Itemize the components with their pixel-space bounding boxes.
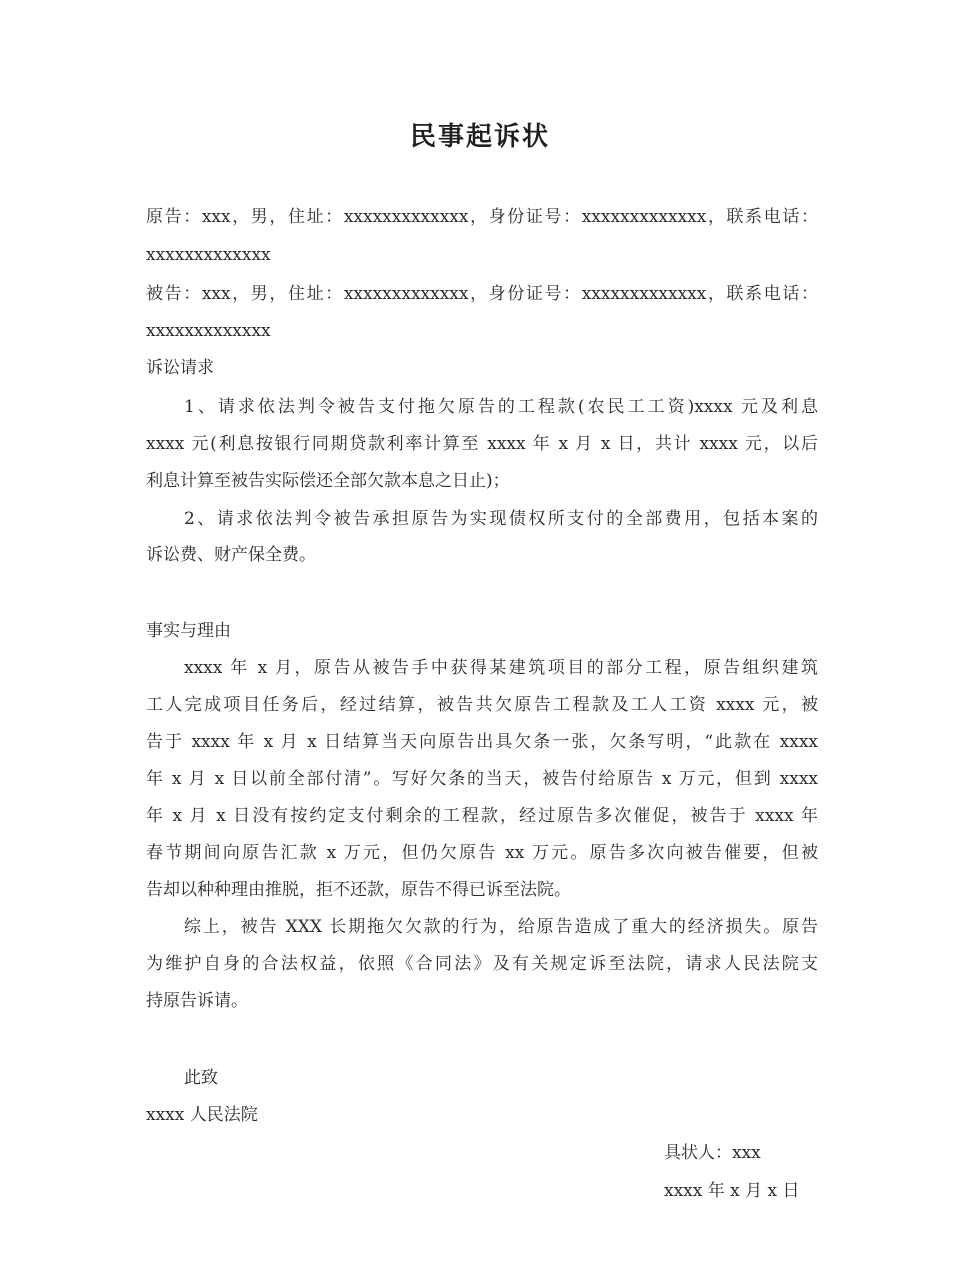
plaintiff-info-line-2: xxxxxxxxxxxxx <box>146 245 271 265</box>
defendant-info-line-2: xxxxxxxxxxxxx <box>146 321 271 341</box>
facts-p1-line-4: 年 x 月 x 日以前全部付清”。写好欠条的当天，被告付给原告 x 万元，但到 xxxx <box>146 769 818 789</box>
facts-p1-line-5: 年 x 月 x 日没有按约定支付剩余的工程款，经过原告多次催促，被告于 xxxx 年 <box>146 806 818 826</box>
claim-2-line-1: 2、请求依法判令被告承担原告为实现债权所支付的全部费用，包括本案的 <box>184 509 818 529</box>
facts-p1-line-7: 告却以种种理由推脱，拒不还款，原告不得已诉至法院。 <box>146 880 571 900</box>
claims-heading: 诉讼请求 <box>146 358 214 378</box>
claim-1-line-3: 利息计算至被告实际偿还全部欠款本息之日止)； <box>146 471 510 491</box>
plaintiff-info-line-1: 原告：xxx，男，住址：xxxxxxxxxxxxx，身份证号：xxxxxxxxxxxxx，联系电话： <box>146 207 818 227</box>
closing-salutation: 此致 <box>184 1068 218 1088</box>
facts-p2-line-2: 为维护自身的合法权益，依照《合同法》及有关规定诉至法院，请求人民法院支 <box>146 954 818 974</box>
facts-p1-line-2: 工人完成项目任务后，经过结算，被告共欠原告工程款及工人工资 xxxx 元，被 <box>146 695 818 715</box>
facts-p1-line-3: 告于 xxxx 年 x 月 x 日结算当天向原告出具欠条一张，欠条写明，“此款在 xxxx <box>146 732 818 752</box>
claim-2-line-2: 诉讼费、财产保全费。 <box>146 545 316 565</box>
facts-p1-line-1: xxxx 年 x 月，原告从被告手中获得某建筑项目的部分工程，原告组织建筑 <box>184 658 818 678</box>
signer: 具状人：xxx <box>664 1143 761 1163</box>
facts-heading: 事实与理由 <box>146 621 231 641</box>
defendant-info-line-1: 被告：xxx，男，住址：xxxxxxxxxxxxx，身份证号：xxxxxxxxxxxxx，联系电话： <box>146 284 818 304</box>
claim-1-line-2: xxxx 元(利息按银行同期贷款利率计算至 xxxx 年 x 月 x 日，共计 xxxx 元，以后 <box>146 434 818 454</box>
closing-court: xxxx 人民法院 <box>146 1105 258 1125</box>
claim-1-line-1: 1、请求依法判令被告支付拖欠原告的工程款(农民工工资)xxxx 元及利息 <box>184 397 818 417</box>
document-title: 民事起诉状 <box>409 122 550 152</box>
facts-p1-line-6: 春节期间向原告汇款 x 万元，但仍欠原告 xx 万元。原告多次向被告催要，但被 <box>146 843 818 863</box>
facts-p2-line-3: 持原告诉请。 <box>146 991 248 1011</box>
facts-p2-line-1: 综上，被告 XXX 长期拖欠欠款的行为，给原告造成了重大的经济损失。原告 <box>184 917 818 937</box>
signature-date: xxxx 年 x 月 x 日 <box>664 1181 800 1201</box>
